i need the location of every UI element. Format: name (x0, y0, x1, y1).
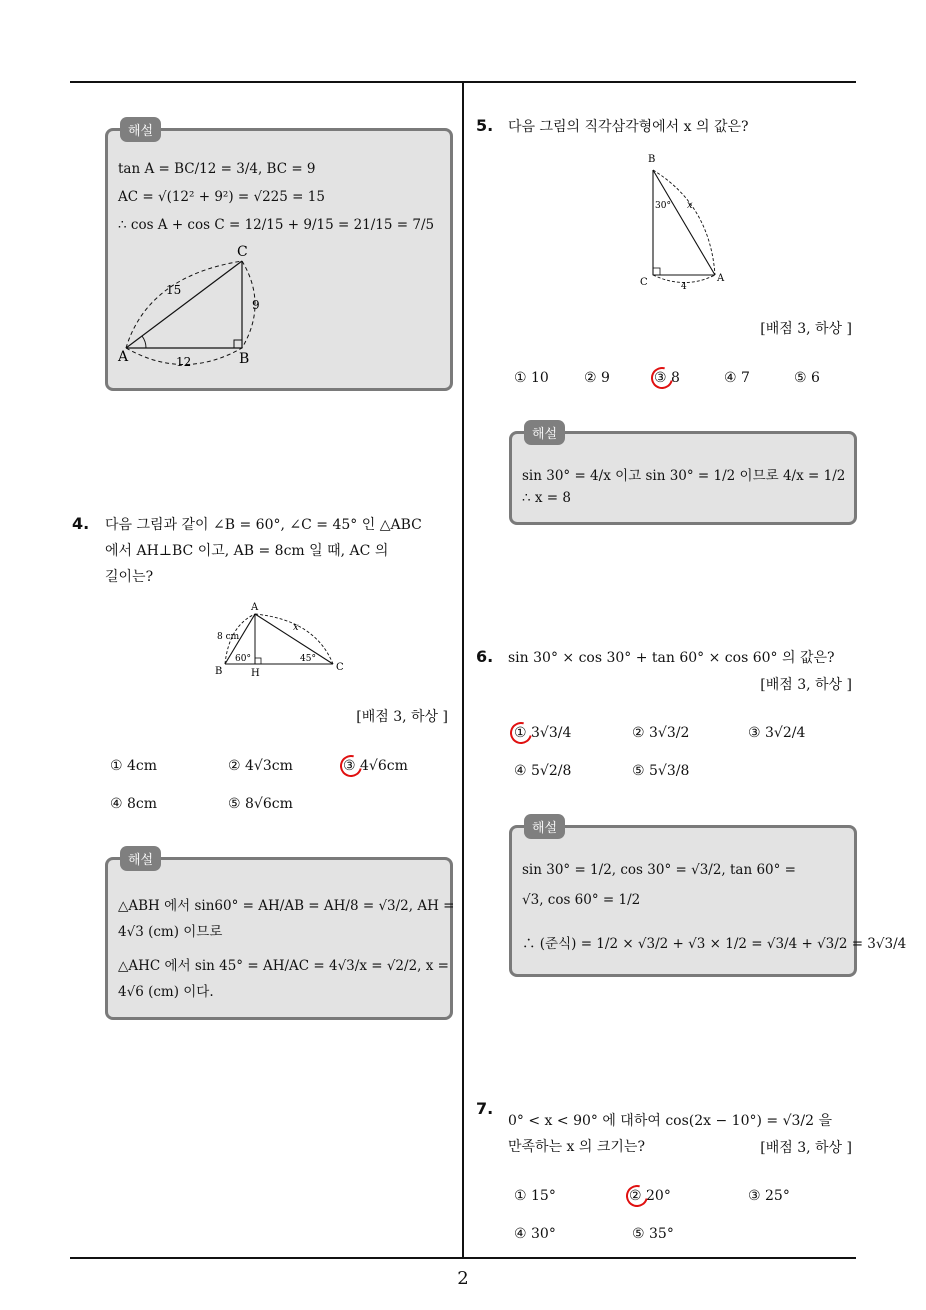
choice-2[interactable]: ② 4√3cm (228, 758, 293, 774)
question-number: 4. (72, 514, 90, 533)
angle-label-c: 45° (300, 654, 316, 664)
vertex-label-c: C (640, 277, 648, 288)
column-divider (462, 83, 464, 1258)
choice-1[interactable]: ① 4cm (110, 758, 158, 774)
side-label-x: x (687, 200, 693, 211)
explanation-line: ∴ (준식) = 1/2 × √3/2 + √3 × 1/2 = √3/4 + √3/2 = 3√3/4 (522, 936, 907, 952)
choice-3[interactable]: ③ 25° (748, 1188, 790, 1204)
explanation-line: tan A = BC/12 = 3/4, BC = 9 (118, 161, 316, 177)
explanation-box-q6 (509, 821, 907, 977)
angle-label-b: 60° (235, 654, 251, 664)
choice-2[interactable]: ② 9 (584, 370, 610, 386)
answer-mark (647, 363, 677, 393)
explanation-line: AC = √(12² + 9²) = √225 = 15 (118, 189, 325, 205)
vertex-label-a: A (251, 602, 259, 613)
vertex-label-b: B (648, 154, 656, 165)
explanation-line: △AHC 에서 sin 45° = AH/AC = 4√3/x = √2/2, x = (118, 958, 449, 974)
answer-mark (506, 718, 536, 748)
vertex-label-b: B (215, 666, 223, 677)
question-text-line: 다음 그림과 같이 ∠B = 60°, ∠C = 45° 인 △ABC (105, 517, 422, 533)
angle-label-b: 30° (655, 201, 671, 211)
page-number: 2 (457, 1268, 469, 1289)
choice-3[interactable]: ③ 4√6cm (343, 758, 408, 774)
question-number: 6. (476, 647, 494, 666)
vertex-label-h: H (251, 668, 260, 679)
explanation-line: △ABH 에서 sin60° = AH/AB = AH/8 = √3/2, AH = (118, 898, 455, 914)
question-meta: [배점 3, 하상 ] (760, 1140, 852, 1156)
question-text-line: 0° < x < 90° 에 대하여 cos(2x − 10°) = √3/2 을 (508, 1113, 833, 1129)
vertex-label-c: C (237, 244, 248, 260)
choice-3[interactable]: ③ 8 (654, 370, 680, 386)
explanation-box-q3 (105, 124, 453, 391)
choice-1[interactable]: ① 15° (514, 1188, 556, 1204)
question-number: 7. (476, 1099, 494, 1118)
choice-4[interactable]: ④ 5√2/8 (514, 763, 572, 779)
choice-1[interactable]: ① 3√3/4 (514, 725, 572, 741)
vertex-label-c: C (336, 662, 344, 673)
choice-3[interactable]: ③ 3√2/4 (748, 725, 806, 741)
question-meta: [배점 3, 하상 ] (760, 677, 852, 693)
question-text-line: 길이는? (105, 569, 154, 585)
choice-5[interactable]: ⑤ 8√6cm (228, 796, 293, 812)
side-label-bc: 9 (252, 298, 260, 312)
question-text: 다음 그림의 직각삼각형에서 x 의 값은? (508, 119, 749, 135)
explanation-line: ∴ x = 8 (522, 490, 571, 506)
side-label-base: 4 (681, 282, 687, 292)
explanation-tag: 해설 (524, 420, 565, 445)
question-text-line: 만족하는 x 의 크기는? (508, 1139, 645, 1155)
side-label-ab: 12 (176, 355, 192, 369)
explanation-line: sin 30° = 1/2, cos 30° = √3/2, tan 60° = (522, 862, 796, 878)
explanation-box-q4 (105, 853, 455, 1020)
choice-4[interactable]: ④ 8cm (110, 796, 158, 812)
vertex-label-a: A (118, 349, 129, 365)
side-label-ac: 15 (166, 283, 182, 297)
explanation-tag: 해설 (524, 814, 565, 839)
answer-mark (622, 1181, 652, 1211)
choice-5[interactable]: ⑤ 35° (632, 1226, 674, 1242)
explanation-line: 4√3 (cm) 이므로 (118, 924, 223, 940)
bottom-rule (70, 1257, 856, 1259)
question-meta: [배점 3, 하상 ] (760, 321, 852, 337)
choice-2[interactable]: ② 20° (629, 1188, 671, 1204)
question-text-line: 에서 AH⊥BC 이고, AB = 8cm 일 때, AC 의 (105, 543, 389, 559)
explanation-line: ∴ cos A + cos C = 12/15 + 9/15 = 21/15 = 7/5 (118, 217, 435, 233)
choice-4[interactable]: ④ 7 (724, 370, 750, 386)
question-number: 5. (476, 116, 494, 135)
explanation-tag: 해설 (120, 117, 161, 142)
choice-5[interactable]: ⑤ 6 (794, 370, 820, 386)
choice-2[interactable]: ② 3√3/2 (632, 725, 690, 741)
choice-4[interactable]: ④ 30° (514, 1226, 556, 1242)
choice-1[interactable]: ① 10 (514, 370, 549, 386)
explanation-line: 4√6 (cm) 이다. (118, 984, 214, 1000)
triangle-figure-abc (108, 236, 308, 376)
question-text: sin 30° × cos 30° + tan 60° × cos 60° 의 값은? (508, 650, 835, 666)
side-label-ab: 8 cm (217, 632, 240, 642)
side-label-ac: x (293, 622, 299, 633)
explanation-tag: 해설 (120, 846, 161, 871)
explanation-box-q5 (509, 427, 857, 525)
vertex-label-a: A (717, 273, 725, 284)
triangle-figure-q5 (635, 150, 735, 295)
answer-mark (336, 751, 366, 781)
triangle-figure-q4 (205, 598, 365, 680)
choice-5[interactable]: ⑤ 5√3/8 (632, 763, 690, 779)
explanation-line: sin 30° = 4/x 이고 sin 30° = 1/2 이므로 4/x = 1/2 (522, 468, 846, 484)
explanation-line: √3, cos 60° = 1/2 (522, 892, 641, 908)
vertex-label-b: B (239, 351, 250, 367)
question-meta: [배점 3, 하상 ] (356, 709, 448, 725)
